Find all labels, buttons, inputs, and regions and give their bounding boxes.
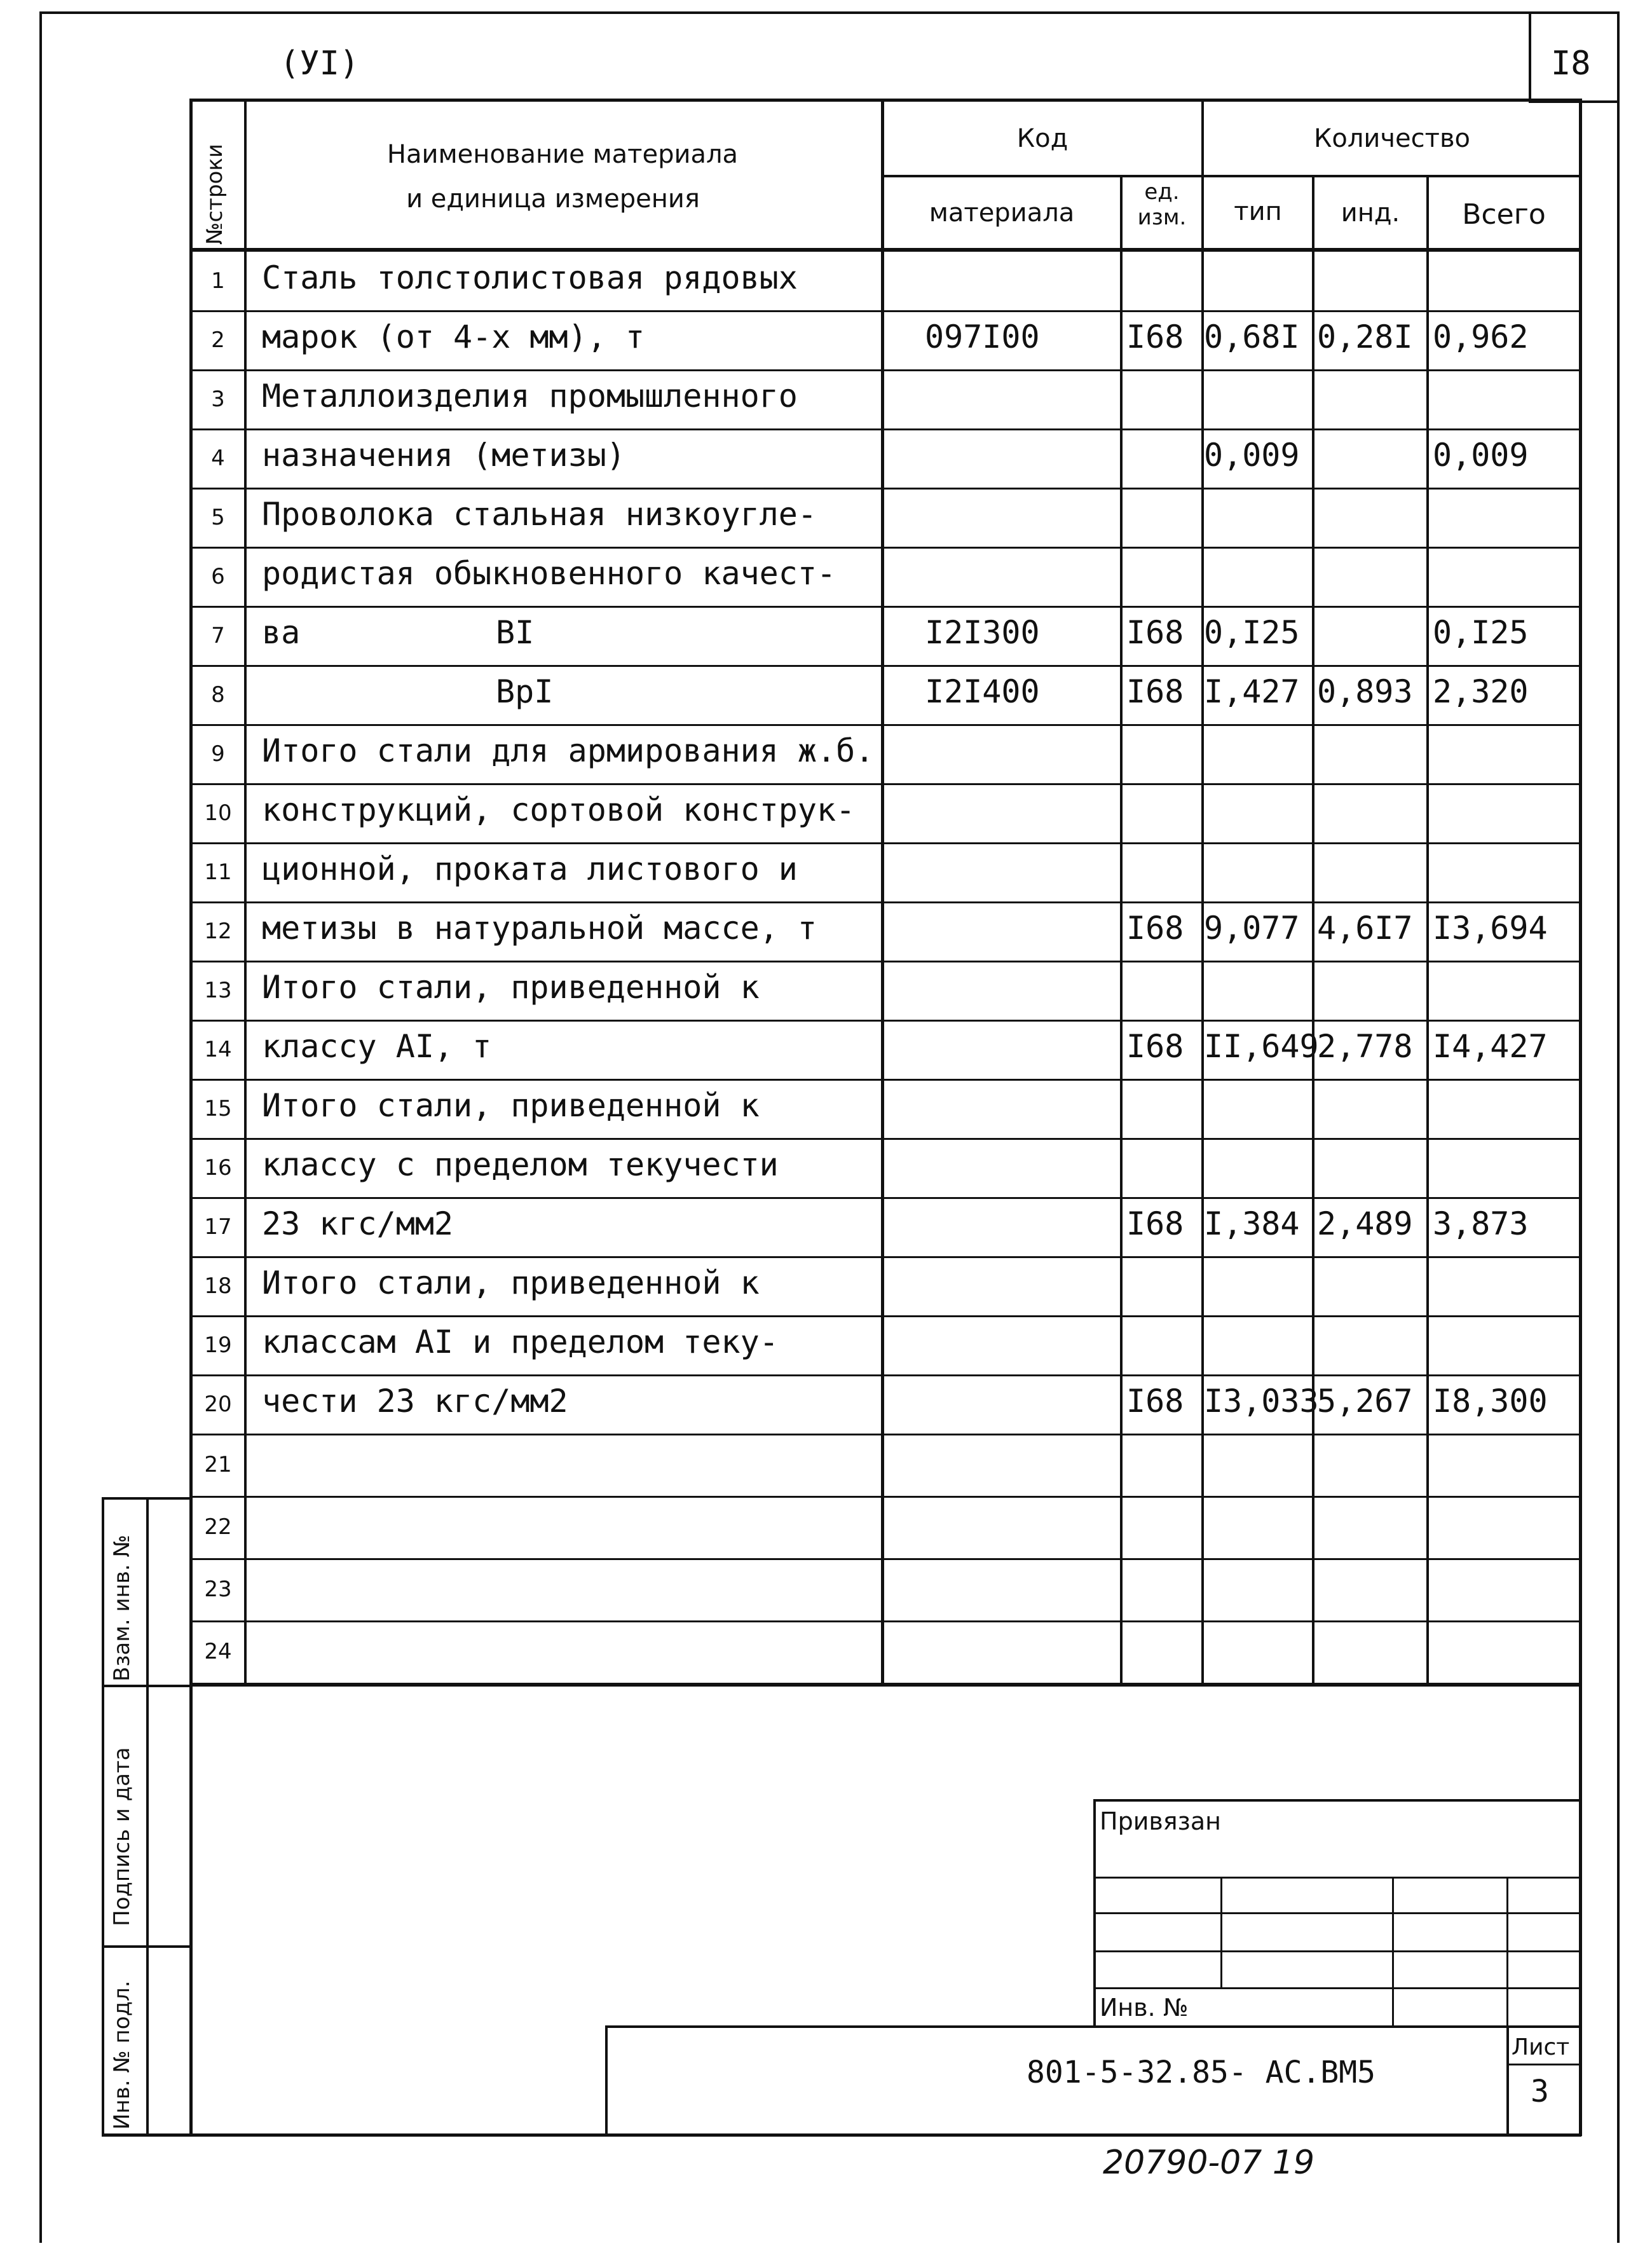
page-label: (УI): [280, 45, 360, 83]
row-unit: I68: [1126, 318, 1184, 355]
stamp-vert3: [1506, 1877, 1508, 2027]
stamp-privyazan: Привязан: [1100, 1807, 1221, 1835]
row-name: Проволока стальная низкоугле-: [262, 495, 817, 533]
row-number: 9: [211, 741, 225, 767]
row-divider: [189, 1496, 1581, 1498]
row-name: метизы в натуральной массе, т: [262, 909, 817, 947]
margin-col-right: [146, 1497, 149, 2136]
row-divider: [189, 1197, 1581, 1199]
row-name: Итого стали для армирования ж.б.: [262, 732, 875, 769]
row-number: 7: [211, 622, 225, 648]
margin-podpis-data: Подпись и дата: [109, 1747, 135, 1926]
row-name: Итого стали, приведенной к: [262, 1086, 760, 1124]
row-divider: [189, 783, 1581, 785]
row-divider: [189, 665, 1581, 667]
row-name: назначения (метизы): [262, 436, 625, 474]
row-code: I2I300: [925, 613, 1040, 651]
row-name-grade: BI: [496, 613, 535, 651]
row-divider: [189, 428, 1581, 430]
margin-col-left: [102, 1497, 104, 2136]
col-line-code: [1120, 175, 1123, 1685]
margin-inv-podl: Инв. № подл.: [109, 1980, 135, 2130]
frame-top: [39, 11, 1620, 14]
header-ind: инд.: [1341, 198, 1400, 228]
header-name-line1: Наименование материала: [386, 140, 739, 169]
row-number: 6: [211, 563, 225, 589]
row-total: 3,873: [1433, 1205, 1529, 1242]
frame-left: [39, 11, 42, 2243]
row-divider: [189, 488, 1581, 490]
row-number: 14: [204, 1036, 232, 1062]
row-number: 8: [211, 681, 225, 708]
row-unit: I68: [1126, 613, 1184, 651]
row-number: 24: [204, 1639, 232, 1664]
table-right: [1579, 99, 1582, 2136]
row-number: 18: [204, 1273, 232, 1299]
row-name: классу AI, т: [262, 1027, 492, 1065]
header-name-line2: и единица измерения: [406, 184, 700, 214]
row-code: I2I400: [925, 673, 1040, 710]
row-total: I4,427: [1433, 1027, 1548, 1065]
stamp-vert2: [1392, 1877, 1394, 2027]
code-box-top: [605, 2025, 1581, 2028]
row-number: 23: [204, 1577, 232, 1602]
row-tip: 9,077: [1204, 909, 1300, 947]
row-number: 3: [211, 386, 225, 412]
list-label: Лист: [1512, 2034, 1570, 2060]
row-total: I3,694: [1433, 909, 1548, 947]
col-line-name: [881, 99, 884, 1685]
margin-sep1: [102, 1685, 191, 1687]
row-number: 16: [204, 1154, 232, 1181]
list-box-left: [1506, 2025, 1509, 2136]
row-code: 097I00: [925, 318, 1040, 355]
row-number: 10: [204, 800, 232, 826]
row-divider: [189, 1020, 1581, 1022]
row-number: 2: [211, 327, 225, 353]
row-divider: [189, 1558, 1581, 1560]
row-tip: 0,009: [1204, 436, 1300, 474]
header-total: Всего: [1462, 198, 1546, 231]
row-number: 20: [204, 1391, 232, 1417]
col-line-ind: [1426, 175, 1429, 1685]
row-number: 1: [211, 268, 225, 294]
row-total: 2,320: [1433, 673, 1529, 710]
header-quantity: Количество: [1313, 124, 1470, 153]
row-divider: [189, 547, 1581, 549]
row-name: чести 23 кгс/мм2: [262, 1382, 568, 1420]
row-tip: I3,033: [1204, 1382, 1319, 1420]
row-name-grade: BpI: [496, 673, 554, 710]
header-code: Код: [1016, 124, 1068, 153]
header-bottom: [189, 248, 1581, 252]
stamp-vert1: [1220, 1877, 1222, 1989]
header-row-no: №строки: [202, 144, 228, 245]
row-total: 0,962: [1433, 318, 1529, 355]
row-divider: [189, 961, 1581, 962]
list-value: 3: [1531, 2074, 1549, 2109]
row-divider: [189, 1315, 1581, 1317]
row-divider: [189, 369, 1581, 371]
row-ind: 4,6I7: [1317, 909, 1413, 947]
header-material: материала: [929, 198, 1075, 228]
row-name: конструкций, сортовой конструк-: [262, 791, 856, 828]
header-unit-line1: ед.: [1144, 179, 1180, 205]
row-divider: [189, 724, 1581, 726]
row-divider: [189, 901, 1581, 903]
header-subline: [881, 175, 1580, 177]
row-number: 4: [211, 445, 225, 471]
row-number: 15: [204, 1095, 232, 1121]
corner-box-left: [1529, 11, 1531, 102]
row-unit: I68: [1126, 1027, 1184, 1065]
stamp-outer-top: [1093, 1799, 1581, 1802]
row-name: ва: [262, 613, 301, 651]
row-tip: 0,68I: [1204, 318, 1300, 355]
row-name: Сталь толстолистовая рядовых: [262, 259, 798, 296]
row-name: родистая обыкновенного качест-: [262, 554, 836, 592]
row-name: ционной, проката листового и: [262, 850, 798, 887]
list-box-mid: [1506, 2064, 1581, 2065]
row-divider: [189, 606, 1581, 608]
row-total: 0,009: [1433, 436, 1529, 474]
row-unit: I68: [1126, 673, 1184, 710]
row-divider: [189, 1256, 1581, 1258]
document-code: 801-5-32.85- АС.ВМ5: [1027, 2055, 1376, 2090]
header-tip: тип: [1234, 197, 1282, 226]
margin-top: [102, 1497, 191, 1500]
row-name: классу с пределом текучести: [262, 1146, 779, 1183]
row-name: Итого стали, приведенной к: [262, 968, 760, 1006]
margin-vzam-inv: Взам. инв. №: [109, 1535, 135, 1681]
row-number: 21: [204, 1452, 232, 1477]
row-name: 23 кгс/мм2: [262, 1205, 454, 1242]
margin-sep2: [102, 1945, 191, 1948]
col-line-tip: [1312, 175, 1314, 1685]
row-ind: 5,267: [1317, 1382, 1413, 1420]
row-number: 22: [204, 1514, 232, 1540]
row-unit: I68: [1126, 909, 1184, 947]
row-number: 5: [211, 504, 225, 530]
row-name: Металлоизделия промышленного: [262, 377, 798, 414]
row-ind: 2,489: [1317, 1205, 1413, 1242]
row-total: I8,300: [1433, 1382, 1548, 1420]
row-ind: 2,778: [1317, 1027, 1413, 1065]
row-tip: I,384: [1204, 1205, 1300, 1242]
row-unit: I68: [1126, 1382, 1184, 1420]
row-number: 13: [204, 977, 232, 1003]
code-box-left: [605, 2025, 608, 2136]
row-tip: I,427: [1204, 673, 1300, 710]
row-divider: [189, 1079, 1581, 1081]
row-divider: [189, 1138, 1581, 1140]
row-number: 19: [204, 1332, 232, 1358]
row-name: марок (от 4-х мм), т: [262, 318, 645, 355]
row-number: 11: [204, 859, 232, 885]
row-name: классам AI и пределом теку-: [262, 1323, 779, 1360]
frame-right: [1617, 11, 1620, 2243]
row-name: Итого стали, приведенной к: [262, 1264, 760, 1301]
page-bottom-border: [102, 2133, 1581, 2137]
row-divider: [189, 1620, 1581, 1622]
sheet-corner-number: I8: [1551, 45, 1591, 83]
row-ind: 0,893: [1317, 673, 1413, 710]
row-total: 0,I25: [1433, 613, 1529, 651]
stamp-inv-no: Инв. №: [1100, 1994, 1189, 2022]
row-divider: [189, 1434, 1581, 1435]
row-tip: II,649: [1204, 1027, 1319, 1065]
row-number: 17: [204, 1214, 232, 1240]
table-body-bottom: [189, 1683, 1581, 1687]
footer-number: 20790-07 19: [1103, 2144, 1315, 2182]
row-unit: I68: [1126, 1205, 1184, 1242]
row-divider: [189, 842, 1581, 844]
col-line-num: [244, 99, 247, 1685]
row-number: 12: [204, 918, 232, 944]
header-unit-line2: изм.: [1137, 205, 1187, 230]
row-divider: [189, 310, 1581, 312]
row-tip: 0,I25: [1204, 613, 1300, 651]
table-top: [189, 99, 1581, 102]
row-divider: [189, 1374, 1581, 1376]
row-ind: 0,28I: [1317, 318, 1413, 355]
